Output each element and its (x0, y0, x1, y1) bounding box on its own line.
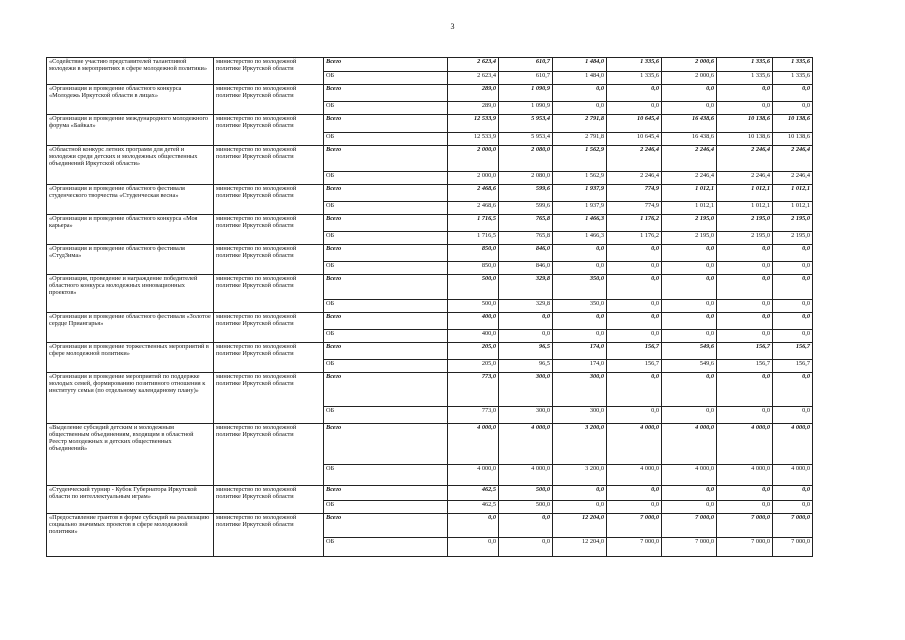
ob-value-cell: 174,0 (553, 360, 607, 373)
total-value-cell: 0,0 (553, 313, 607, 330)
ob-value-cell: 7 000,0 (662, 538, 717, 557)
ob-value-cell: 765,8 (499, 232, 553, 245)
total-value-cell: 0,0 (717, 275, 773, 300)
funding-total-label: Всего (324, 424, 448, 465)
total-value-cell: 1 335,6 (717, 58, 773, 72)
activity-name: «Организация, проведение и награждение победителей областного конкурса молодежных инновационных проектов» (47, 275, 214, 313)
ob-value-cell: 2 195,0 (717, 232, 773, 245)
activity-name: «Студенческий турнир - Кубок Губернатора Иркутской области по интеллектуальным играм» (47, 486, 214, 514)
total-value-cell: 1 176,2 (607, 215, 662, 232)
total-value-cell: 1 937,9 (553, 185, 607, 202)
ob-value-cell: 12 204,0 (553, 538, 607, 557)
total-value-cell: 2 246,4 (773, 146, 813, 172)
ob-value-cell: 1 335,6 (773, 72, 813, 85)
ob-value-cell: 2 791,8 (553, 133, 607, 146)
ob-value-cell: 3 200,0 (553, 465, 607, 486)
total-value-cell: 850,0 (448, 245, 499, 262)
ob-value-cell: 5 953,4 (499, 133, 553, 146)
total-value-cell: 0,0 (717, 373, 773, 407)
ob-value-cell: 10 138,6 (773, 133, 813, 146)
total-value-cell: 4 000,0 (448, 424, 499, 465)
activity-name: «Организация и проведение областного фестиваля студенческого творчества «Студенческая весна» (47, 185, 214, 215)
ob-value-cell: 4 000,0 (448, 465, 499, 486)
ob-value-cell: 462,5 (448, 501, 499, 514)
total-value-cell: 156,7 (773, 343, 813, 360)
total-value-cell: 1 466,3 (553, 215, 607, 232)
ob-value-cell: 156,7 (717, 360, 773, 373)
total-value-cell: 500,0 (448, 275, 499, 300)
total-value-cell: 2 246,4 (662, 146, 717, 172)
ob-value-cell: 7 000,0 (607, 538, 662, 557)
ob-value-cell: 4 000,0 (717, 465, 773, 486)
ob-value-cell: 0,0 (662, 102, 717, 115)
table-row-total (47, 373, 813, 407)
total-value-cell: 610,7 (499, 58, 553, 72)
funding-ob-label: ОБ (324, 501, 448, 514)
total-value-cell: 2 246,4 (607, 146, 662, 172)
funding-ob-label: ОБ (324, 330, 448, 343)
total-value-cell: 156,7 (607, 343, 662, 360)
total-value-cell: 2 195,0 (662, 215, 717, 232)
ob-value-cell: 2 246,4 (773, 172, 813, 185)
total-value-cell: 0,0 (773, 85, 813, 102)
funding-ob-label: ОБ (324, 232, 448, 245)
funding-total-label: Всего (324, 58, 448, 72)
funding-ob-label: ОБ (324, 262, 448, 275)
total-value-cell: 4 000,0 (717, 424, 773, 465)
ob-value-cell: 10 138,6 (717, 133, 773, 146)
ob-value-cell: 1 484,0 (553, 72, 607, 85)
ob-value-cell: 0,0 (773, 262, 813, 275)
total-value-cell: 0,0 (773, 486, 813, 501)
responsible-org: министерство по молодежной политике Иркутской области (214, 58, 324, 85)
ob-value-cell: 300,0 (499, 407, 553, 424)
ob-value-cell: 0,0 (773, 330, 813, 343)
total-value-cell: 0,0 (607, 486, 662, 501)
total-value-cell: 0,0 (607, 373, 662, 407)
total-value-cell: 350,0 (553, 275, 607, 300)
funding-total-label: Всего (324, 245, 448, 262)
funding-ob-label: ОБ (324, 102, 448, 115)
table-row-total (47, 146, 813, 172)
funding-ob-label: ОБ (324, 172, 448, 185)
total-value-cell: 0,0 (499, 514, 553, 538)
ob-value-cell: 2 468,6 (448, 202, 499, 215)
total-value-cell: 12 204,0 (553, 514, 607, 538)
total-value-cell: 0,0 (662, 275, 717, 300)
table-row-total (47, 486, 813, 501)
ob-value-cell: 610,7 (499, 72, 553, 85)
ob-value-cell: 0,0 (662, 501, 717, 514)
activity-name: «Организация и проведение областного конкурса «Моя карьера» (47, 215, 214, 245)
ob-value-cell: 156,7 (607, 360, 662, 373)
total-value-cell: 0,0 (662, 373, 717, 407)
total-value-cell: 400,0 (448, 313, 499, 330)
funding-total-label: Всего (324, 343, 448, 360)
total-value-cell: 5 953,4 (499, 115, 553, 133)
responsible-org: министерство по молодежной политике Иркутской области (214, 275, 324, 313)
ob-value-cell: 0,0 (607, 300, 662, 313)
total-value-cell: 4 000,0 (773, 424, 813, 465)
total-value-cell: 2 791,8 (553, 115, 607, 133)
total-value-cell: 0,0 (607, 245, 662, 262)
total-value-cell: 1 012,1 (773, 185, 813, 202)
total-value-cell: 1 012,1 (662, 185, 717, 202)
responsible-org: министерство по молодежной политике Иркутской области (214, 185, 324, 215)
activity-name: «Организация и проведение мероприятий по поддержке молодых семей, формированию позитивного отношения к институту семьи (по отдельному календарному плану)» (47, 373, 214, 424)
ob-value-cell: 500,0 (499, 501, 553, 514)
ob-value-cell: 4 000,0 (499, 465, 553, 486)
funding-ob-label: ОБ (324, 133, 448, 146)
funding-ob-label: ОБ (324, 72, 448, 85)
ob-value-cell: 0,0 (553, 330, 607, 343)
total-value-cell: 774,9 (607, 185, 662, 202)
ob-value-cell: 350,0 (553, 300, 607, 313)
total-value-cell: 2 246,4 (717, 146, 773, 172)
funding-total-label: Всего (324, 85, 448, 102)
table-row-total (47, 85, 813, 102)
table-body (47, 58, 813, 557)
funding-total-label: Всего (324, 514, 448, 538)
total-value-cell: 599,6 (499, 185, 553, 202)
total-value-cell: 10 138,6 (773, 115, 813, 133)
ob-value-cell: 1 716,5 (448, 232, 499, 245)
ob-value-cell: 7 000,0 (717, 538, 773, 557)
ob-value-cell: 2 000,0 (448, 172, 499, 185)
responsible-org: министерство по молодежной политике Иркутской области (214, 215, 324, 245)
funding-total-label: Всего (324, 115, 448, 133)
table-row-total (47, 514, 813, 538)
total-value-cell: 1 716,5 (448, 215, 499, 232)
total-value-cell: 0,0 (553, 245, 607, 262)
total-value-cell: 289,0 (448, 85, 499, 102)
ob-value-cell: 0,0 (499, 538, 553, 557)
funding-ob-label: ОБ (324, 300, 448, 313)
ob-value-cell: 10 645,4 (607, 133, 662, 146)
total-value-cell: 1 562,9 (553, 146, 607, 172)
responsible-org: министерство по молодежной политике Иркутской области (214, 146, 324, 185)
total-value-cell: 765,8 (499, 215, 553, 232)
total-value-cell: 773,0 (448, 373, 499, 407)
total-value-cell: 0,0 (607, 85, 662, 102)
total-value-cell: 205,0 (448, 343, 499, 360)
total-value-cell: 0,0 (717, 313, 773, 330)
ob-value-cell: 96,5 (499, 360, 553, 373)
responsible-org: министерство по молодежной политике Иркутской области (214, 245, 324, 275)
funding-ob-label: ОБ (324, 465, 448, 486)
ob-value-cell: 0,0 (773, 102, 813, 115)
funding-total-label: Всего (324, 486, 448, 501)
total-value-cell: 0,0 (773, 373, 813, 407)
total-value-cell: 0,0 (662, 245, 717, 262)
ob-value-cell: 1 012,1 (773, 202, 813, 215)
activity-name: «Предоставление грантов в форме субсидий на реализацию социально значимых проектов в сфере молодежной политики» (47, 514, 214, 557)
funding-ob-label: ОБ (324, 538, 448, 557)
ob-value-cell: 1 335,6 (717, 72, 773, 85)
funding-ob-label: ОБ (324, 407, 448, 424)
ob-value-cell: 0,0 (607, 501, 662, 514)
total-value-cell: 500,0 (499, 486, 553, 501)
table-row-total (47, 185, 813, 202)
total-value-cell: 2 080,0 (499, 146, 553, 172)
total-value-cell: 0,0 (553, 85, 607, 102)
total-value-cell: 1 335,6 (607, 58, 662, 72)
ob-value-cell: 0,0 (717, 330, 773, 343)
ob-value-cell: 0,0 (499, 330, 553, 343)
total-value-cell: 174,0 (553, 343, 607, 360)
ob-value-cell: 2 195,0 (773, 232, 813, 245)
total-value-cell: 0,0 (717, 245, 773, 262)
ob-value-cell: 7 000,0 (773, 538, 813, 557)
activity-name: «Организация и проведение областного фестиваля «СтудЗима» (47, 245, 214, 275)
ob-value-cell: 0,0 (448, 538, 499, 557)
total-value-cell: 0,0 (662, 486, 717, 501)
ob-value-cell: 1 090,9 (499, 102, 553, 115)
ob-value-cell: 500,0 (448, 300, 499, 313)
ob-value-cell: 0,0 (662, 262, 717, 275)
total-value-cell: 0,0 (499, 313, 553, 330)
total-value-cell: 0,0 (448, 514, 499, 538)
ob-value-cell: 0,0 (553, 501, 607, 514)
ob-value-cell: 1 176,2 (607, 232, 662, 245)
ob-value-cell: 0,0 (773, 501, 813, 514)
ob-value-cell: 300,0 (553, 407, 607, 424)
total-value-cell: 4 000,0 (607, 424, 662, 465)
table-row-total (47, 275, 813, 300)
total-value-cell: 4 000,0 (662, 424, 717, 465)
ob-value-cell: 2 623,4 (448, 72, 499, 85)
total-value-cell: 0,0 (607, 313, 662, 330)
total-value-cell: 0,0 (717, 85, 773, 102)
ob-value-cell: 0,0 (717, 300, 773, 313)
total-value-cell: 16 438,6 (662, 115, 717, 133)
ob-value-cell: 1 937,9 (553, 202, 607, 215)
ob-value-cell: 4 000,0 (773, 465, 813, 486)
ob-value-cell: 0,0 (662, 300, 717, 313)
ob-value-cell: 0,0 (773, 300, 813, 313)
total-value-cell: 2 195,0 (717, 215, 773, 232)
funding-total-label: Всего (324, 146, 448, 172)
total-value-cell: 0,0 (662, 85, 717, 102)
total-value-cell: 0,0 (662, 313, 717, 330)
total-value-cell: 4 000,0 (499, 424, 553, 465)
responsible-org: министерство по молодежной политике Иркутской области (214, 85, 324, 115)
total-value-cell: 0,0 (773, 313, 813, 330)
table-row-total (47, 313, 813, 330)
ob-value-cell: 289,0 (448, 102, 499, 115)
total-value-cell: 300,0 (553, 373, 607, 407)
total-value-cell: 7 000,0 (662, 514, 717, 538)
total-value-cell: 10 138,6 (717, 115, 773, 133)
ob-value-cell: 4 000,0 (662, 465, 717, 486)
total-value-cell: 300,0 (499, 373, 553, 407)
funding-ob-label: ОБ (324, 360, 448, 373)
ob-value-cell: 156,7 (773, 360, 813, 373)
total-value-cell: 1 335,6 (773, 58, 813, 72)
total-value-cell: 0,0 (607, 275, 662, 300)
total-value-cell: 329,8 (499, 275, 553, 300)
ob-value-cell: 205,0 (448, 360, 499, 373)
page-number: 3 (450, 22, 455, 31)
ob-value-cell: 0,0 (662, 407, 717, 424)
funding-total-label: Всего (324, 185, 448, 202)
ob-value-cell: 2 246,4 (662, 172, 717, 185)
total-value-cell: 549,6 (662, 343, 717, 360)
ob-value-cell: 12 533,9 (448, 133, 499, 146)
ob-value-cell: 2 246,4 (717, 172, 773, 185)
total-value-cell: 2 623,4 (448, 58, 499, 72)
ob-value-cell: 0,0 (553, 102, 607, 115)
funding-total-label: Всего (324, 313, 448, 330)
ob-value-cell: 2 080,0 (499, 172, 553, 185)
ob-value-cell: 2 000,6 (662, 72, 717, 85)
ob-value-cell: 1 466,3 (553, 232, 607, 245)
ob-value-cell: 0,0 (607, 407, 662, 424)
table-row-total (47, 215, 813, 232)
total-value-cell: 0,0 (717, 486, 773, 501)
funding-total-label: Всего (324, 275, 448, 300)
total-value-cell: 1 012,1 (717, 185, 773, 202)
table-row-total (47, 343, 813, 360)
ob-value-cell: 774,9 (607, 202, 662, 215)
total-value-cell: 846,0 (499, 245, 553, 262)
budget-table (46, 57, 813, 557)
responsible-org: министерство по молодежной политике Иркутской области (214, 343, 324, 373)
ob-value-cell: 329,8 (499, 300, 553, 313)
ob-value-cell: 0,0 (717, 262, 773, 275)
total-value-cell: 2 468,6 (448, 185, 499, 202)
table-row-total (47, 424, 813, 465)
responsible-org: министерство по молодежной политике Иркутской области (214, 313, 324, 343)
total-value-cell: 12 533,9 (448, 115, 499, 133)
activity-name: «Областной конкурс летних программ для детей и молодежи среди детских и молодежных общественных объединений Иркутской области» (47, 146, 214, 185)
table-row-total (47, 245, 813, 262)
responsible-org: министерство по молодежной политике Иркутской области (214, 373, 324, 424)
funding-ob-label: ОБ (324, 202, 448, 215)
total-value-cell: 1 090,9 (499, 85, 553, 102)
activity-name: «Содействие участию представителей талантливой молодежи в мероприятиях в сфере молодежной политики» (47, 58, 214, 85)
total-value-cell: 7 000,0 (607, 514, 662, 538)
ob-value-cell: 0,0 (773, 407, 813, 424)
total-value-cell: 7 000,0 (773, 514, 813, 538)
ob-value-cell: 850,0 (448, 262, 499, 275)
funding-total-label: Всего (324, 373, 448, 407)
ob-value-cell: 1 012,1 (717, 202, 773, 215)
ob-value-cell: 16 438,6 (662, 133, 717, 146)
ob-value-cell: 0,0 (717, 407, 773, 424)
responsible-org: министерство по молодежной политике Иркутской области (214, 486, 324, 514)
ob-value-cell: 599,6 (499, 202, 553, 215)
ob-value-cell: 1 562,9 (553, 172, 607, 185)
ob-value-cell: 2 246,4 (607, 172, 662, 185)
ob-value-cell: 773,0 (448, 407, 499, 424)
total-value-cell: 0,0 (773, 275, 813, 300)
total-value-cell: 0,0 (773, 245, 813, 262)
total-value-cell: 10 645,4 (607, 115, 662, 133)
activity-name: «Организация и проведение международного молодежного форума «Байкал» (47, 115, 214, 146)
ob-value-cell: 1 012,1 (662, 202, 717, 215)
ob-value-cell: 0,0 (607, 262, 662, 275)
total-value-cell: 96,5 (499, 343, 553, 360)
ob-value-cell: 400,0 (448, 330, 499, 343)
total-value-cell: 2 000,6 (662, 58, 717, 72)
ob-value-cell: 2 195,0 (662, 232, 717, 245)
responsible-org: министерство по молодежной политике Иркутской области (214, 424, 324, 486)
total-value-cell: 2 195,0 (773, 215, 813, 232)
ob-value-cell: 0,0 (607, 330, 662, 343)
total-value-cell: 2 000,0 (448, 146, 499, 172)
total-value-cell: 7 000,0 (717, 514, 773, 538)
table-row-total (47, 58, 813, 72)
total-value-cell: 0,0 (553, 486, 607, 501)
activity-name: «Организация и проведение областного фестиваля «Золотое сердце Приангарья» (47, 313, 214, 343)
ob-value-cell: 0,0 (607, 102, 662, 115)
table-row-total (47, 115, 813, 133)
activity-name: «Организация и проведение областного конкурса «Молодежь Иркутской области в лицах» (47, 85, 214, 115)
ob-value-cell: 0,0 (553, 262, 607, 275)
ob-value-cell: 549,6 (662, 360, 717, 373)
total-value-cell: 462,5 (448, 486, 499, 501)
ob-value-cell: 846,0 (499, 262, 553, 275)
ob-value-cell: 0,0 (717, 102, 773, 115)
ob-value-cell: 0,0 (717, 501, 773, 514)
funding-total-label: Всего (324, 215, 448, 232)
ob-value-cell: 0,0 (662, 330, 717, 343)
responsible-org: министерство по молодежной политике Иркутской области (214, 115, 324, 146)
activity-name: «Выделение субсидий детским и молодежным общественным объединениям, входящим в областной Реестр молодежных и детских общественных объединений» (47, 424, 214, 486)
total-value-cell: 156,7 (717, 343, 773, 360)
total-value-cell: 3 200,0 (553, 424, 607, 465)
responsible-org: министерство по молодежной политике Иркутской области (214, 514, 324, 557)
total-value-cell: 1 484,0 (553, 58, 607, 72)
ob-value-cell: 1 335,6 (607, 72, 662, 85)
ob-value-cell: 4 000,0 (607, 465, 662, 486)
activity-name: «Организация и проведение торжественных мероприятий в сфере молодежной политики» (47, 343, 214, 373)
